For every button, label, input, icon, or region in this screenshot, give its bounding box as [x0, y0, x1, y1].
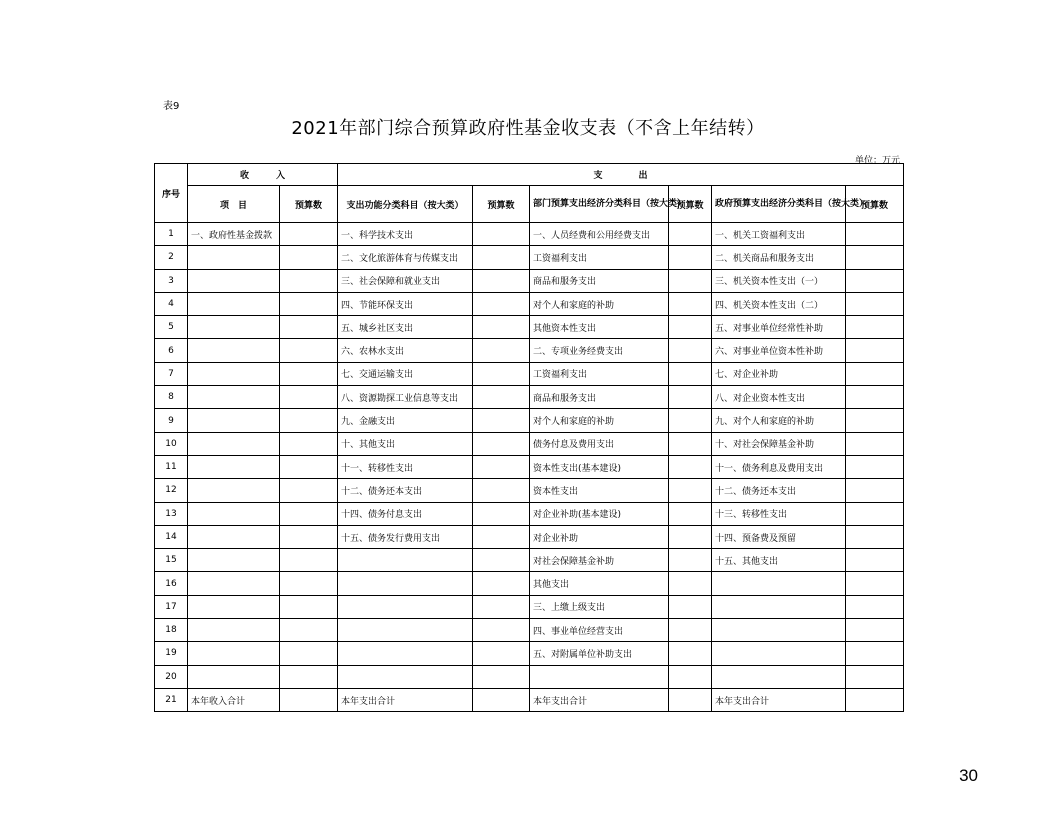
dept-budget: [669, 432, 712, 455]
row-seq: 4: [155, 292, 188, 315]
income-budget: [280, 595, 338, 618]
table-row: [155, 549, 904, 572]
gov-econ-item: 三、机关资本性支出（一）: [712, 269, 846, 292]
table-row: [155, 619, 904, 642]
func-class-item: 五、城乡社区支出: [338, 316, 473, 339]
gov-econ-item: 二、机关商品和服务支出: [712, 246, 846, 269]
row-seq: 11: [155, 455, 188, 478]
func-class-item: 十二、债务还本支出: [338, 479, 473, 502]
func-budget: [473, 595, 530, 618]
row-seq: 18: [155, 619, 188, 642]
gov-budget: [846, 362, 904, 385]
dept-budget: [669, 502, 712, 525]
gov-econ-item: 六、对事业单位资本性补助: [712, 339, 846, 362]
header-func-class: 支出功能分类科目（按大类）: [338, 186, 473, 223]
func-budget: [473, 223, 530, 246]
header-seq: 序号: [155, 164, 188, 223]
income-item: [188, 642, 280, 665]
gov-econ-item: 十二、债务还本支出: [712, 479, 846, 502]
dept-budget: [669, 479, 712, 502]
func-budget: [473, 455, 530, 478]
dept-budget: [669, 665, 712, 688]
dept-econ-item: 五、对附属单位补助支出: [530, 642, 669, 665]
table-row: [155, 246, 904, 269]
income-item: [188, 455, 280, 478]
func-budget: [473, 688, 530, 711]
gov-budget: [846, 572, 904, 595]
gov-budget: [846, 316, 904, 339]
income-item: [188, 269, 280, 292]
income-budget: [280, 362, 338, 385]
dept-budget: [669, 386, 712, 409]
func-budget: [473, 269, 530, 292]
gov-budget: [846, 223, 904, 246]
gov-budget: [846, 502, 904, 525]
gov-budget: [846, 386, 904, 409]
row-seq: 8: [155, 386, 188, 409]
table-row: [155, 409, 904, 432]
func-budget: [473, 525, 530, 548]
page-title: 2021年部门综合预算政府性基金收支表（不含上年结转）: [291, 118, 765, 139]
income-budget: [280, 409, 338, 432]
header-income-budget: 预算数: [280, 186, 338, 223]
func-budget: [473, 619, 530, 642]
dept-econ-item: 三、上缴上级支出: [530, 595, 669, 618]
dept-econ-item: 商品和服务支出: [530, 269, 669, 292]
table-row: [155, 455, 904, 478]
dept-budget: [669, 223, 712, 246]
gov-econ-item: [712, 619, 846, 642]
gov-econ-item: [712, 642, 846, 665]
dept-budget: [669, 642, 712, 665]
dept-econ-item: 商品和服务支出: [530, 386, 669, 409]
row-seq: 3: [155, 269, 188, 292]
dept-econ-item: 其他支出: [530, 572, 669, 595]
income-item: [188, 619, 280, 642]
income-item: [188, 525, 280, 548]
gov-econ-item: [712, 572, 846, 595]
row-seq: 21: [155, 688, 188, 711]
header-row-1: [155, 164, 904, 186]
gov-budget: [846, 595, 904, 618]
dept-budget: [669, 619, 712, 642]
func-budget: [473, 572, 530, 595]
header-gov-budget: 预算数: [846, 186, 904, 223]
unit-note: 单位：万元: [854, 156, 900, 166]
page-number: 30: [959, 766, 978, 785]
income-item: 一、政府性基金拨款: [188, 223, 280, 246]
dept-budget: [669, 292, 712, 315]
row-seq: 19: [155, 642, 188, 665]
func-class-item: 四、节能环保支出: [338, 292, 473, 315]
income-item: [188, 409, 280, 432]
func-class-item: 七、交通运输支出: [338, 362, 473, 385]
income-item: 本年收入合计: [188, 688, 280, 711]
func-budget: [473, 362, 530, 385]
func-budget: [473, 502, 530, 525]
gov-econ-item: 一、机关工资福利支出: [712, 223, 846, 246]
income-item: [188, 292, 280, 315]
dept-budget: [669, 409, 712, 432]
func-class-item: 九、金融支出: [338, 409, 473, 432]
gov-budget: [846, 269, 904, 292]
header-item: 项 目: [188, 186, 280, 223]
header-dept-econ-class: 部门预算支出经济分类科目（按大类）: [530, 186, 669, 223]
table-body: [155, 223, 904, 712]
header-row-2: [155, 186, 904, 223]
gov-econ-item: 九、对个人和家庭的补助: [712, 409, 846, 432]
table-row: [155, 292, 904, 315]
row-seq: 16: [155, 572, 188, 595]
dept-econ-item: [530, 665, 669, 688]
dept-budget: [669, 246, 712, 269]
func-class-item: 六、农林水支出: [338, 339, 473, 362]
func-class-item: 十一、转移性支出: [338, 455, 473, 478]
gov-budget: [846, 455, 904, 478]
dept-econ-item: 资本性支出: [530, 479, 669, 502]
income-item: [188, 595, 280, 618]
func-budget: [473, 409, 530, 432]
income-item: [188, 549, 280, 572]
gov-econ-item: 七、对企业补助: [712, 362, 846, 385]
func-class-item: [338, 572, 473, 595]
gov-budget: [846, 525, 904, 548]
func-class-item: 十五、债务发行费用支出: [338, 525, 473, 548]
func-budget: [473, 549, 530, 572]
gov-econ-item: 八、对企业资本性支出: [712, 386, 846, 409]
income-budget: [280, 549, 338, 572]
gov-budget: [846, 619, 904, 642]
gov-econ-item: 四、机关资本性支出（二）: [712, 292, 846, 315]
dept-budget: [669, 525, 712, 548]
gov-econ-item: [712, 665, 846, 688]
row-seq: 1: [155, 223, 188, 246]
func-class-item: [338, 619, 473, 642]
dept-econ-item: 二、专项业务经费支出: [530, 339, 669, 362]
gov-budget: [846, 479, 904, 502]
income-item: [188, 572, 280, 595]
income-item: [188, 339, 280, 362]
func-class-item: 一、科学技术支出: [338, 223, 473, 246]
table-row: [155, 525, 904, 548]
header-expense: 支 出: [338, 164, 904, 186]
func-budget: [473, 479, 530, 502]
gov-econ-item: 十五、其他支出: [712, 549, 846, 572]
func-budget: [473, 665, 530, 688]
table-row: [155, 269, 904, 292]
income-item: [188, 386, 280, 409]
func-class-item: 二、文化旅游体育与传媒支出: [338, 246, 473, 269]
dept-econ-item: 对个人和家庭的补助: [530, 409, 669, 432]
func-class-item: [338, 642, 473, 665]
dept-budget: [669, 595, 712, 618]
dept-budget: [669, 572, 712, 595]
gov-econ-item: 十、对社会保障基金补助: [712, 432, 846, 455]
table-row: [155, 362, 904, 385]
gov-budget: [846, 549, 904, 572]
row-seq: 12: [155, 479, 188, 502]
dept-econ-item: 资本性支出(基本建设): [530, 455, 669, 478]
func-class-item: [338, 595, 473, 618]
table-row: [155, 502, 904, 525]
dept-econ-item: 对个人和家庭的补助: [530, 292, 669, 315]
income-budget: [280, 479, 338, 502]
dept-econ-item: 四、事业单位经营支出: [530, 619, 669, 642]
gov-econ-item: 十一、债务利息及费用支出: [712, 455, 846, 478]
row-seq: 7: [155, 362, 188, 385]
income-item: [188, 479, 280, 502]
dept-econ-item: 工资福利支出: [530, 246, 669, 269]
income-item: [188, 432, 280, 455]
table-row: [155, 432, 904, 455]
income-budget: [280, 386, 338, 409]
row-seq: 14: [155, 525, 188, 548]
income-budget: [280, 525, 338, 548]
table-row: [155, 386, 904, 409]
dept-budget: [669, 688, 712, 711]
table-row: [155, 595, 904, 618]
gov-budget: [846, 688, 904, 711]
func-class-item: 十、其他支出: [338, 432, 473, 455]
table-row: [155, 642, 904, 665]
dept-econ-item: 工资福利支出: [530, 362, 669, 385]
dept-econ-item: 对企业补助(基本建设): [530, 502, 669, 525]
income-budget: [280, 292, 338, 315]
func-budget: [473, 316, 530, 339]
income-item: [188, 246, 280, 269]
row-seq: 17: [155, 595, 188, 618]
table-tag: 表9: [163, 101, 180, 112]
dept-econ-item: 债务付息及费用支出: [530, 432, 669, 455]
gov-budget: [846, 339, 904, 362]
gov-econ-item: 十三、转移性支出: [712, 502, 846, 525]
income-budget: [280, 339, 338, 362]
table-row: [155, 223, 904, 246]
dept-budget: [669, 549, 712, 572]
row-seq: 13: [155, 502, 188, 525]
dept-budget: [669, 269, 712, 292]
table-row: [155, 479, 904, 502]
dept-econ-item: 一、人员经费和公用经费支出: [530, 223, 669, 246]
income-item: [188, 665, 280, 688]
func-class-item: 八、资源勘探工业信息等支出: [338, 386, 473, 409]
income-item: [188, 502, 280, 525]
func-budget: [473, 386, 530, 409]
income-budget: [280, 619, 338, 642]
func-class-item: 本年支出合计: [338, 688, 473, 711]
row-seq: 6: [155, 339, 188, 362]
dept-budget: [669, 339, 712, 362]
row-seq: 15: [155, 549, 188, 572]
dept-budget: [669, 362, 712, 385]
dept-econ-item: 其他资本性支出: [530, 316, 669, 339]
gov-econ-item: 本年支出合计: [712, 688, 846, 711]
row-seq: 2: [155, 246, 188, 269]
func-budget: [473, 339, 530, 362]
func-budget: [473, 642, 530, 665]
row-seq: 20: [155, 665, 188, 688]
income-budget: [280, 502, 338, 525]
income-item: [188, 316, 280, 339]
dept-budget: [669, 455, 712, 478]
gov-budget: [846, 432, 904, 455]
gov-budget: [846, 292, 904, 315]
budget-table: [154, 163, 904, 712]
income-budget: [280, 223, 338, 246]
table-row: [155, 572, 904, 595]
header-dept-budget: 预算数: [669, 186, 712, 223]
income-budget: [280, 246, 338, 269]
func-budget: [473, 432, 530, 455]
income-budget: [280, 269, 338, 292]
table-row: [155, 665, 904, 688]
func-class-item: [338, 665, 473, 688]
dept-econ-item: 本年支出合计: [530, 688, 669, 711]
gov-econ-item: 五、对事业单位经常性补助: [712, 316, 846, 339]
gov-econ-item: [712, 595, 846, 618]
func-class-item: [338, 549, 473, 572]
row-seq: 5: [155, 316, 188, 339]
func-budget: [473, 246, 530, 269]
dept-econ-item: 对企业补助: [530, 525, 669, 548]
gov-budget: [846, 642, 904, 665]
income-budget: [280, 316, 338, 339]
table-row: [155, 688, 904, 711]
income-budget: [280, 572, 338, 595]
row-seq: 9: [155, 409, 188, 432]
income-budget: [280, 642, 338, 665]
gov-econ-item: 十四、预备费及预留: [712, 525, 846, 548]
func-class-item: 三、社会保障和就业支出: [338, 269, 473, 292]
gov-budget: [846, 409, 904, 432]
income-budget: [280, 455, 338, 478]
table-row: [155, 316, 904, 339]
income-budget: [280, 665, 338, 688]
func-budget: [473, 292, 530, 315]
income-item: [188, 362, 280, 385]
func-class-item: 十四、债务付息支出: [338, 502, 473, 525]
header-func-budget: 预算数: [473, 186, 530, 223]
gov-budget: [846, 665, 904, 688]
table-row: [155, 339, 904, 362]
gov-budget: [846, 246, 904, 269]
header-income: 收 入: [188, 164, 338, 186]
dept-budget: [669, 316, 712, 339]
header-gov-econ-class: 政府预算支出经济分类科目（按大类）: [712, 186, 846, 223]
dept-econ-item: 对社会保障基金补助: [530, 549, 669, 572]
income-budget: [280, 432, 338, 455]
row-seq: 10: [155, 432, 188, 455]
income-budget: [280, 688, 338, 711]
